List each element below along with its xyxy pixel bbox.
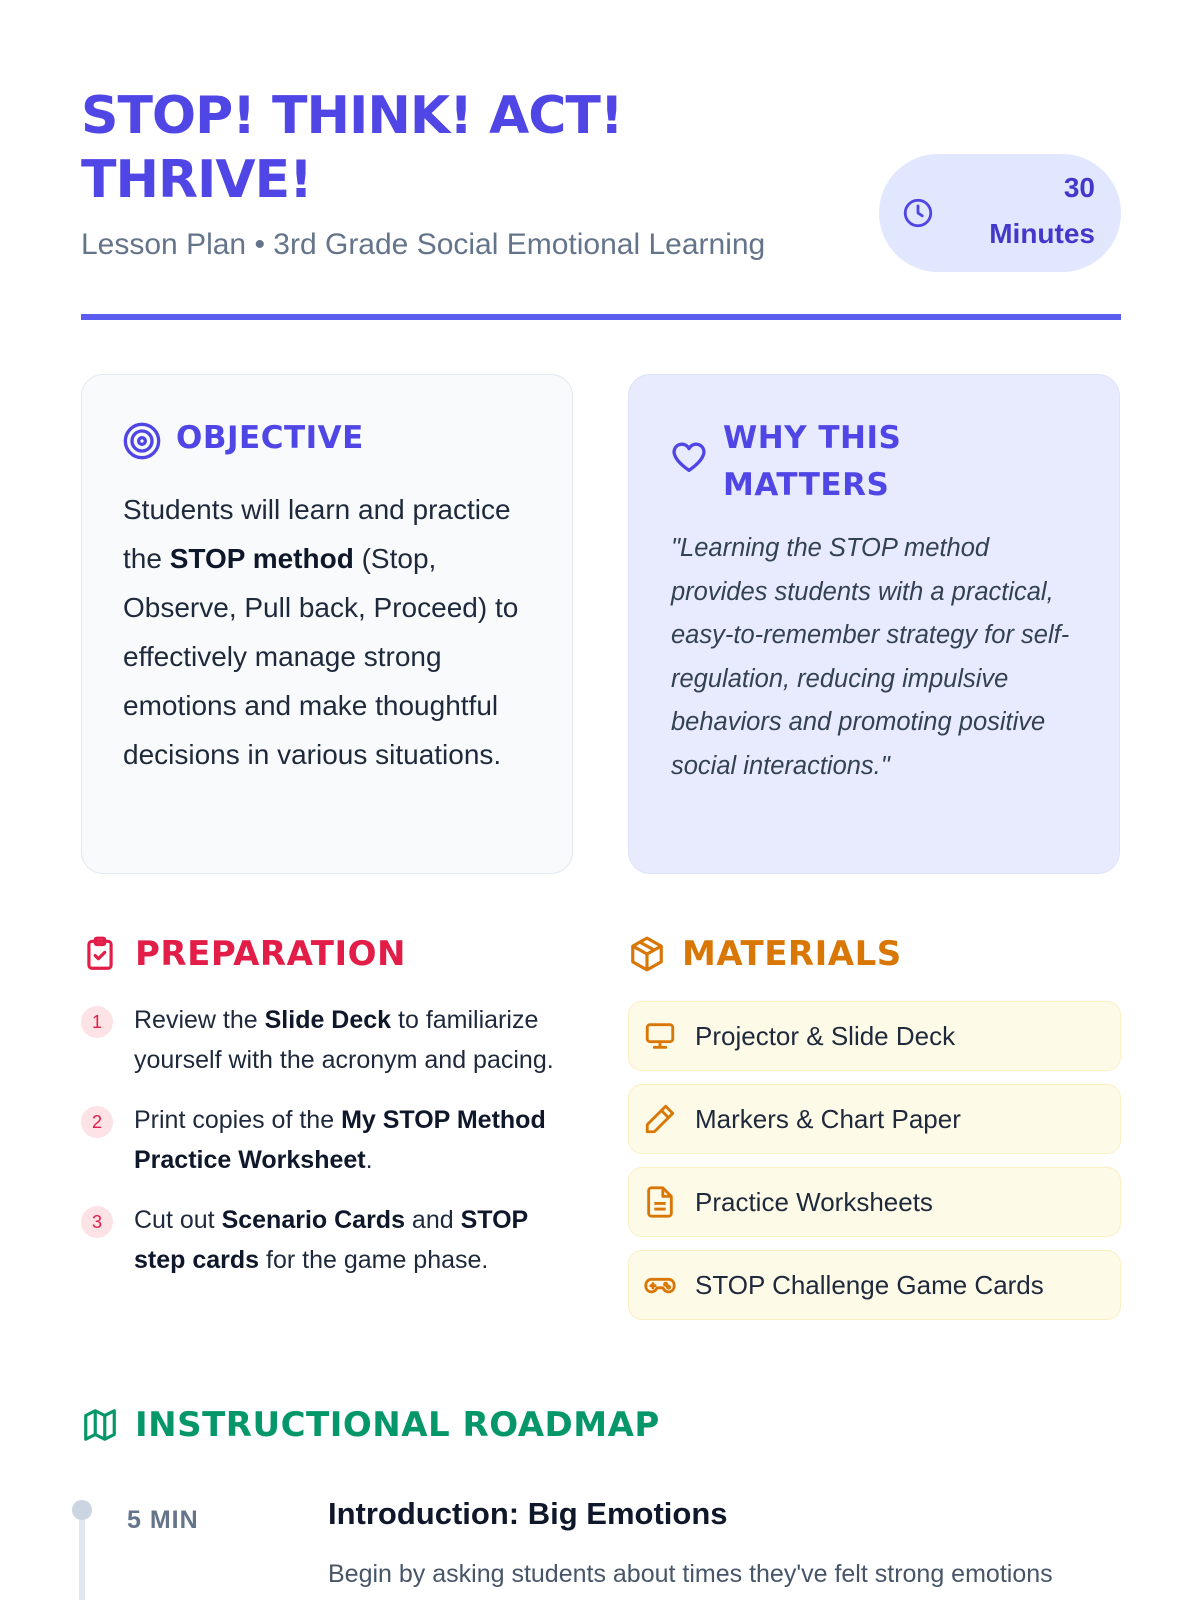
duration-value: 30 (1063, 172, 1095, 203)
list-item: 3 Cut out Scenario Cards and STOP step cards for the game phase. (81, 1200, 581, 1280)
material-label: Practice Worksheets (695, 1186, 933, 1217)
step-duration: 5 MIN (127, 1506, 199, 1534)
why-title: WHY THIS MATTERS (723, 420, 902, 503)
objective-text: Students will learn and practice the STOP method (Stop, Observe, Pull back, Proceed) to effectively manage strong emotions and make thoughtful decisions in various situations. (123, 494, 519, 770)
header-divider (81, 314, 1121, 320)
step-title: Introduction: Big Emotions (328, 1496, 728, 1531)
material-label: Markers & Chart Paper (695, 1103, 961, 1134)
step-description: Begin by asking students about times they've felt strong emotions (328, 1560, 1053, 1588)
step-number: 2 (81, 1106, 113, 1138)
roadmap-heading (81, 1405, 660, 1445)
roadmap-title: INSTRUCTIONAL ROADMAP (135, 1405, 660, 1445)
pencil-icon (643, 1102, 677, 1136)
timeline-dot (72, 1500, 92, 1520)
page-title: STOP! THINK! ACT! THRIVE! (81, 86, 623, 210)
preparation-heading (81, 934, 406, 974)
materials-list (628, 1001, 1121, 1333)
file-text-icon (643, 1185, 677, 1219)
list-item (628, 1250, 1121, 1320)
preparation-list (81, 1000, 581, 1300)
heart-icon (669, 437, 709, 477)
list-item (628, 1167, 1121, 1237)
materials-heading (628, 934, 902, 974)
target-icon (122, 421, 162, 461)
material-label: Projector & Slide Deck (695, 1020, 956, 1051)
list-item (628, 1084, 1121, 1154)
step-number: 1 (81, 1006, 113, 1038)
gamepad-icon (643, 1268, 677, 1302)
preparation-title: PREPARATION (135, 934, 406, 974)
why-quote: "Learning the STOP method provides students with a practical, easy-to-remember strategy for self-regulation, reducing impulsive behaviors and promoting positive social interactions." (671, 534, 1070, 780)
materials-title: MATERIALS (682, 934, 902, 974)
lesson-plan-page (81, 0, 1121, 1600)
objective-highlight: STOP method (169, 543, 354, 574)
list-item: 1 Review the Slide Deck to familiarize yourself with the acronym and pacing. (81, 1000, 581, 1080)
objective-heading (122, 415, 364, 462)
timeline-line (79, 1520, 85, 1600)
list-item (628, 1001, 1121, 1071)
why-heading (669, 415, 963, 509)
clock-icon (901, 196, 935, 230)
map-icon (81, 1406, 119, 1444)
monitor-icon (643, 1019, 677, 1053)
material-label: STOP Challenge Game Cards (695, 1269, 1044, 1300)
header (81, 84, 1121, 320)
page-subtitle: Lesson Plan • 3rd Grade Social Emotional Learning (81, 228, 766, 261)
why-this-matters-card (628, 374, 1120, 874)
duration-badge (879, 154, 1121, 272)
objective-title: OBJECTIVE (176, 420, 364, 456)
package-icon (628, 935, 666, 973)
duration-unit: Minutes (989, 218, 1095, 249)
clipboard-check-icon (81, 935, 119, 973)
step-number: 3 (81, 1206, 113, 1238)
objective-card (81, 374, 573, 874)
list-item: 2 Print copies of the My STOP Method Practice Worksheet. (81, 1100, 581, 1180)
